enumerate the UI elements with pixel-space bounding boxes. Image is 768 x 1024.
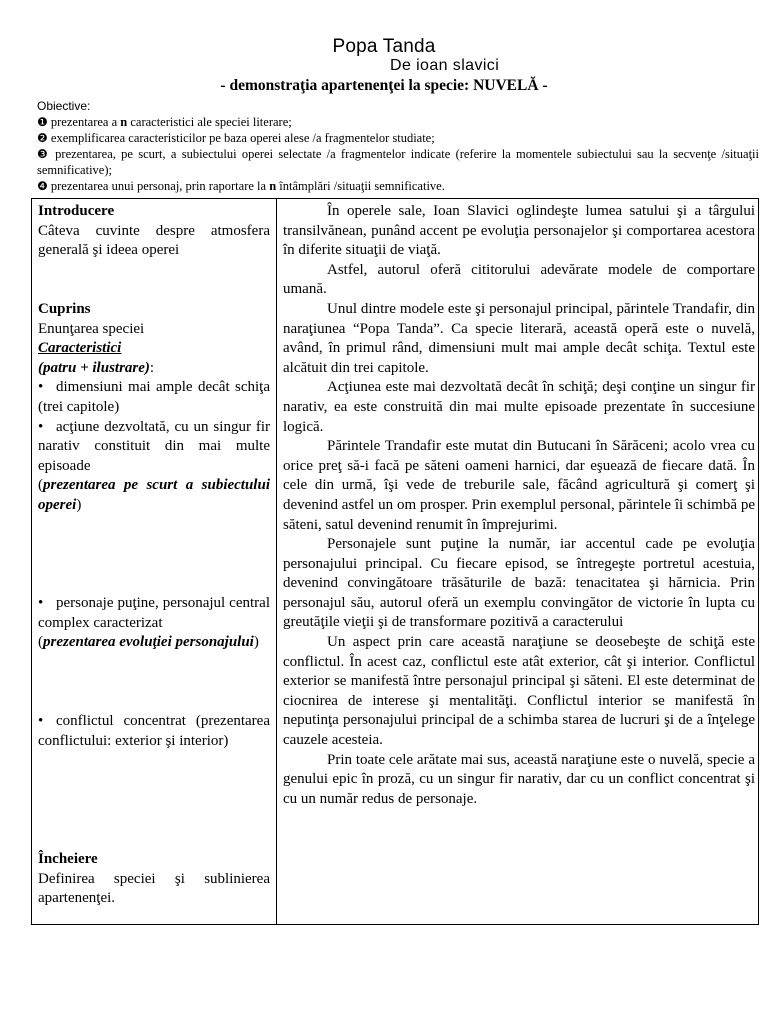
species-statement: Enunţarea speciei (38, 320, 145, 337)
document-author: De ioan slavici (390, 57, 500, 74)
essay-paragraph-2: Astfel, autorul oferă cititorului adevărate modele de comportare umană. (283, 261, 755, 298)
outline-conclusion (38, 850, 270, 909)
number-4-icon: ❹ (37, 179, 48, 193)
objective-item-3: ❸ prezentarea, pe scurt, a subiectului operei selectate /a fragmentelor indicate (referire la momentele subiectului sau la secvenţe /situaţii semnificative); (37, 147, 759, 177)
document-demonstration-heading: - demonstraţia apartenenţei la specie: NUVELĂ - (220, 77, 548, 94)
essay-paragraph-4: Acţiunea este mai dezvoltată decât în schiţă; deşi conţine un singur fir narativ, ea este construită din mai multe episoade prezentate în succesiune logică. (283, 379, 755, 435)
objective-item-2: ❷ exemplificarea caracteristicilor pe baza operei alese /a fragmentelor studiate; (37, 131, 435, 145)
essay-paragraph-6: Personajele sunt puţine la număr, iar accentul cade pe evoluţia personajului principal. Cu fiecare episod, se întregeşte portretul acestuia, devenind convingătoare trăsăturile de bază: tenacitatea şi hărnicia. Prin personajul său, autorul oferă un exemplu convingător de victorie în lupta cu greutăţile vieţii şi de transformare pozitivă a caracterului (283, 536, 755, 631)
characteristics-note: (patru + ilustrare) (38, 359, 150, 376)
essay-paragraph-5: Părintele Trandafir este mutat din Butucani în Sărăceni; acolo vrea cu orice preţ să-i facă pe săteni oameni harnici, dar eşuează de fiecare dată. În cele din urmă, îşi vede de treburile sale, făcând agricultură şi comerţ şi devenind astfel un om prosper. Prin exemplul personal, părintele îi schimbă pe săteni, satul devenind renumit în împrejurimi. (283, 438, 755, 533)
document-title: Popa Tanda (332, 36, 436, 57)
characteristics-heading: Caracteristici (38, 340, 122, 357)
column-divider (276, 199, 277, 924)
introduction-heading: Introducere (38, 203, 115, 219)
number-2-icon: ❷ (37, 131, 48, 145)
introduction-text: Câteva cuvinte despre atmosfera generală şi ideea operei (38, 222, 270, 259)
essay-paragraph-3: Unul dintre modele este şi personajul principal, părintele Trandafir, din naraţiunea “Popa Tanda”. Ca specie literară, această operă este o nuvelă, având, în primul rând, dimensiuni mult mai ample decât schiţa. Textul este alcătuit din trei capitole. (283, 300, 755, 376)
characteristic-bullet-2: • acţiune dezvoltată, cu un singur fir narativ constituit din mai multe episoade (38, 418, 270, 474)
outline-characters (38, 594, 270, 653)
bullet-icon: • (38, 595, 44, 611)
conclusion-text: Definirea speciei şi sublinierea apartenenţei. (38, 870, 270, 907)
characteristic-bullet-2-note: (prezentarea pe scurt a subiectului operei) (38, 477, 270, 513)
bullet-icon: • (38, 713, 44, 729)
objective-item-1: ❶ prezentarea a n caracteristici ale speciei literare; (37, 115, 292, 129)
characteristics-note-line: (patru + ilustrare): (38, 359, 155, 376)
bullet-icon: • (38, 418, 44, 435)
characteristic-bullet-3-note: (prezentarea evoluţiei personajului) (38, 634, 259, 651)
conclusion-heading: Încheiere (38, 851, 98, 867)
outline-conflict (38, 712, 270, 751)
content-heading: Cuprins (38, 301, 91, 317)
objectives-heading: Obiective: (37, 99, 91, 113)
characteristic-bullet-3: • personaje puţine, personajul central complex caracterizat (38, 595, 270, 631)
essay-column (283, 202, 755, 809)
characteristic-bullet-1: • dimensiuni mai ample decât schiţa (trei capitole) (38, 379, 270, 415)
number-3-icon: ❸ (37, 147, 50, 161)
essay-paragraph-8: Prin toate cele arătate mai sus, această naraţiune este o nuvelă, specie a genului epic în proză, cu un singur fir narativ, dar cu un conflict concentrat şi cu un număr redus de personaje. (283, 751, 755, 807)
essay-paragraph-1: În operele sale, Ioan Slavici oglindeşte lumea satului şi a târgului transilvănean, punând accent pe evoluţia personajelor şi comportarea acestora în diferite situaţii de viaţă. (283, 203, 755, 259)
number-1-icon: ❶ (37, 115, 48, 129)
essay-table (31, 198, 759, 925)
outline-content (38, 300, 270, 516)
objective-item-4: ❹ prezentarea unui personaj, prin raportare la n întâmplări /situaţii semnificative. (37, 179, 445, 193)
essay-paragraph-7: Un aspect prin care această naraţiune se deosebeşte de schiţă este conflictul. În acest caz, conflictul este atât exterior, cât şi interior. Conflictul exterior se manifestă între personajul principal şi săteni. El este determinat de ciocnirea de interese şi mentalităţi. Conflictul interior se manifestă în neputinţa personajului principal de a schimba starea de lucruri şi de a înţelege cauzele acesteia. (283, 634, 755, 749)
bullet-icon: • (38, 379, 44, 396)
outline-introduction (38, 202, 270, 261)
objectives-section (37, 98, 759, 194)
characteristic-bullet-4: • conflictul concentrat (prezentarea conflictului: exterior şi interior) (38, 713, 270, 749)
